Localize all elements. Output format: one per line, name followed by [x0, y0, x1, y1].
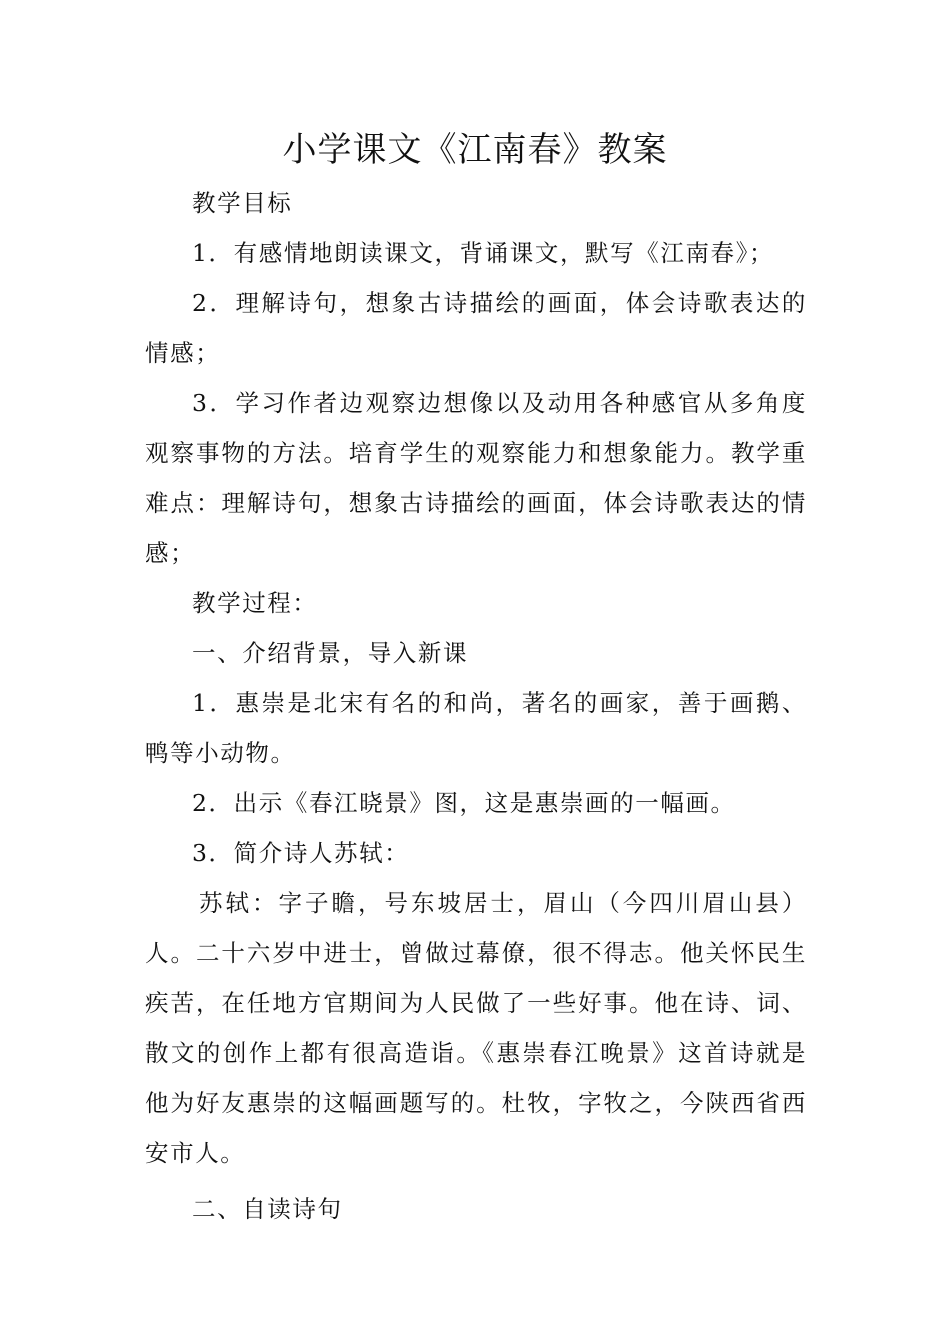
document-body	[145, 178, 807, 1234]
paragraph-su-shi-bio: 苏轼：字子瞻，号东坡居士，眉山（今四川眉山县）人。二十六岁中进士，曾做过幕僚，很不得志。他关怀民生疾苦，在任地方官期间为人民做了一些好事。他在诗、词、散文的创作上都有很高造诣。《惠崇春江晚景》这首诗就是他为好友惠崇的这幅画题写的。杜牧，字牧之，今陕西省西安市人。	[145, 889, 807, 1167]
paragraph-step-1: 1．惠崇是北宋有名的和尚，著名的画家，善于画鹅、鸭等小动物。	[145, 689, 807, 767]
paragraph-section-1: 一、介绍背景，导入新课	[192, 639, 469, 667]
paragraph-goal-2: 2．理解诗句，想象古诗描绘的画面，体会诗歌表达的情感；	[145, 289, 807, 367]
paragraph-step-2: 2．出示《春江晓景》图，这是惠崇画的一幅画。	[192, 789, 736, 817]
paragraph-goal-3: 3．学习作者边观察边想像以及动用各种感官从多角度观察事物的方法。培育学生的观察能力和想象能力。教学重难点：理解诗句，想象古诗描绘的画面，体会诗歌表达的情感；	[145, 389, 807, 567]
paragraph-step-3: 3．简介诗人苏轼：	[192, 839, 410, 867]
paragraph-goal-1: 1．有感情地朗读课文，背诵课文，默写《江南春》；	[192, 239, 775, 267]
paragraph-teaching-goals: 教学目标	[192, 189, 293, 217]
document-title: 小学课文《江南春》教案	[282, 130, 668, 170]
paragraph-teaching-process: 教学过程：	[192, 589, 318, 617]
paragraph-section-2: 二、自读诗句	[192, 1195, 343, 1223]
